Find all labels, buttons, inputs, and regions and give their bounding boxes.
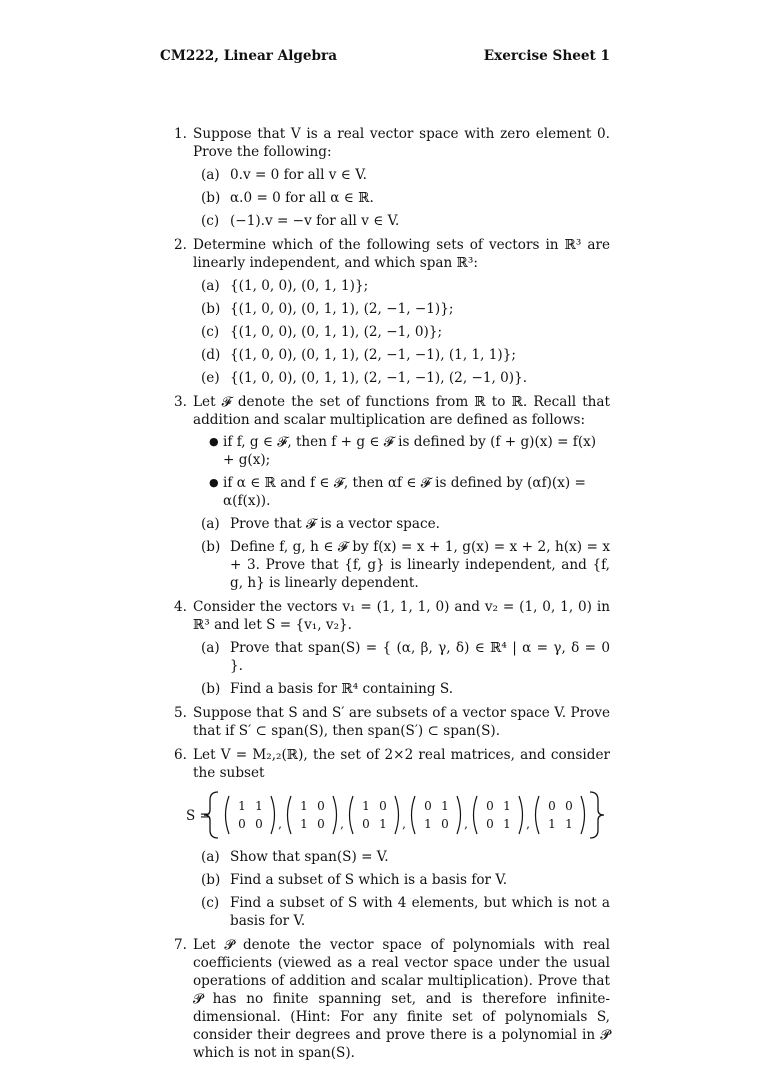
part-text: Prove that span(S) = { (α, β, γ, δ) ∈ ℝ⁴ | α = γ, δ = 0 }. [230, 640, 610, 674]
left-brace-icon [204, 792, 218, 838]
part-text: Find a subset of S with 4 elements, but which is not a basis for V. [230, 895, 610, 929]
problem-parts [193, 639, 610, 698]
matrix-entry: 1 [300, 817, 308, 831]
problem-number: 3. [174, 394, 187, 410]
part-text: Show that span(S) = V. [230, 849, 389, 865]
problem-statement: Let V = M₂,₂(ℝ), the set of 2×2 real matrices, and consider the subset [193, 747, 610, 781]
problem-part [193, 848, 610, 866]
right-paren-icon [581, 796, 585, 834]
problem-statement: Let 𝓟 denote the vector space of polynomials with real coefficients (viewed as a real vector space under the usual operations of addition and scalar multiplication). Prove that 𝓟 has no finite spanning set, and is therefore infinite-dimensional. (Hint: For any finite set of polynomials S, consider their degrees and prove there is a polynomial in 𝓟 which is not in span(S). [193, 937, 610, 1061]
right-paren-icon [457, 796, 461, 834]
matrix-set [174, 788, 610, 842]
matrix-entry: 1 [362, 799, 370, 813]
part-label: (c) [201, 213, 220, 229]
matrix-separator: , [464, 817, 468, 831]
part-text: Define f, g, h ∈ 𝓕 by f(x) = x + 1, g(x) = x + 2, h(x) = x + 3. Prove that {f, g} is linearly independent, and {f, g, h} is linearly dependent. [230, 539, 610, 591]
problem-statement: Let 𝓕 denote the set of functions from ℝ to ℝ. Recall that addition and scalar multiplication are defined as follows: [193, 394, 610, 428]
part-label: (a) [201, 278, 220, 294]
matrix-entry: 1 [238, 799, 246, 813]
problem-3 [174, 393, 610, 592]
problem-4 [174, 598, 610, 698]
part-text: α.0 = 0 for all α ∈ ℝ. [230, 190, 374, 206]
left-paren-icon [536, 796, 540, 834]
problem-part [193, 369, 610, 387]
problem-2 [174, 236, 610, 387]
matrix-entry: 1 [255, 799, 263, 813]
problem-statement: Consider the vectors v₁ = (1, 1, 1, 0) and v₂ = (1, 0, 1, 0) in ℝ³ and let S = {v₁, v₂}. [193, 599, 610, 633]
problem-part [193, 323, 610, 341]
matrix-entry: 1 [424, 817, 432, 831]
matrix-entry: 1 [548, 817, 556, 831]
bullet-text: if α ∈ ℝ and f ∈ 𝓕, then αf ∈ 𝓕 is defined by (αf)(x) = α(f(x)). [223, 475, 586, 509]
matrix-entry: 0 [362, 817, 370, 831]
problem-list [174, 125, 610, 1068]
matrix-entry: 1 [300, 799, 308, 813]
problem-part [193, 515, 610, 533]
left-paren-icon [474, 796, 478, 834]
matrix-entry: 1 [441, 799, 449, 813]
problem-part [193, 871, 610, 889]
part-label: (c) [201, 324, 220, 340]
problem-statement: Suppose that V is a real vector space with zero element 0. Prove the following: [193, 126, 610, 160]
matrix-entry: 0 [317, 799, 325, 813]
matrix-entry: 1 [503, 817, 511, 831]
matrix-entry: 0 [486, 817, 494, 831]
part-label: (b) [201, 539, 221, 555]
matrix-separator: , [278, 817, 282, 831]
part-label: (b) [201, 872, 221, 888]
part-label: (e) [201, 370, 220, 386]
set-prefix-label: S = [186, 808, 211, 824]
matrix-entry: 0 [255, 817, 263, 831]
left-paren-icon [288, 796, 292, 834]
part-label: (a) [201, 167, 220, 183]
matrix-entry: 1 [503, 799, 511, 813]
part-text: 0.v = 0 for all v ∈ V. [230, 167, 367, 183]
matrix-entry: 1 [379, 817, 387, 831]
part-text: {(1, 0, 0), (0, 1, 1), (2, −1, −1)}; [230, 301, 454, 317]
problem-parts [193, 515, 610, 592]
bullet-text: if f, g ∈ 𝓕, then f + g ∈ 𝓕 is defined by (f + g)(x) = f(x) + g(x); [223, 434, 597, 468]
course-title: CM222, Linear Algebra [160, 48, 338, 64]
bullet-dot-icon: ● [209, 476, 219, 489]
matrix-separator: , [340, 817, 344, 831]
part-label: (b) [201, 301, 221, 317]
problem-part [193, 680, 610, 698]
problem-part [193, 538, 610, 592]
matrix-entry: 0 [565, 799, 573, 813]
matrix-entry: 0 [548, 799, 556, 813]
part-text: (−1).v = −v for all v ∈ V. [230, 213, 400, 229]
bullet-item [193, 474, 610, 510]
part-label: (b) [201, 681, 221, 697]
part-label: (b) [201, 190, 221, 206]
matrix-separator: , [526, 817, 530, 831]
right-paren-icon [333, 796, 337, 834]
problem-number: 5. [174, 705, 187, 721]
problem-6 [174, 746, 610, 930]
part-text: {(1, 0, 0), (0, 1, 1), (2, −1, 0)}; [230, 324, 443, 340]
part-label: (a) [201, 849, 220, 865]
problem-part [193, 166, 610, 184]
part-text: {(1, 0, 0), (0, 1, 1), (2, −1, −1), (1, 1, 1)}; [230, 347, 516, 363]
part-text: {(1, 0, 0), (0, 1, 1)}; [230, 278, 369, 294]
part-text: Find a subset of S which is a basis for V. [230, 872, 508, 888]
right-paren-icon [395, 796, 399, 834]
problem-part [193, 639, 610, 675]
problem-parts [193, 166, 610, 230]
right-paren-icon [519, 796, 523, 834]
problem-statement: Determine which of the following sets of vectors in ℝ³ are linearly independent, and which span ℝ³: [193, 237, 610, 271]
part-label: (a) [201, 516, 220, 532]
right-paren-icon [271, 796, 275, 834]
matrix-entry: 0 [238, 817, 246, 831]
problem-number: 2. [174, 237, 187, 253]
page-header [160, 48, 610, 68]
part-label: (a) [201, 640, 220, 656]
problem-number: 4. [174, 599, 187, 615]
part-text: Prove that 𝓕 is a vector space. [230, 516, 440, 532]
problem-part [193, 300, 610, 318]
matrix-set-svg [174, 788, 624, 842]
problem-part [193, 277, 610, 295]
problem-parts [193, 277, 610, 387]
bullet-item [193, 433, 610, 469]
part-text: Find a basis for ℝ⁴ containing S. [230, 681, 454, 697]
matrix-separator: , [402, 817, 406, 831]
problem-7 [174, 936, 610, 1062]
problem-part [193, 346, 610, 364]
matrix-entry: 0 [379, 799, 387, 813]
left-paren-icon [226, 796, 230, 834]
left-paren-icon [412, 796, 416, 834]
matrix-entry: 1 [565, 817, 573, 831]
matrix-entry: 0 [486, 799, 494, 813]
problem-number: 1. [174, 126, 187, 142]
sheet-title: Exercise Sheet 1 [483, 48, 610, 64]
matrix-entry: 0 [441, 817, 449, 831]
problem-statement: Suppose that S and S′ are subsets of a vector space V. Prove that if S′ ⊂ span(S), then span(S′) ⊂ span(S). [193, 705, 610, 739]
left-paren-icon [350, 796, 354, 834]
definition-bullets [193, 433, 610, 510]
problem-5 [174, 704, 610, 740]
problem-number: 7. [174, 937, 187, 953]
part-label: (c) [201, 895, 220, 911]
problem-parts [193, 848, 610, 930]
matrix-entry: 0 [317, 817, 325, 831]
part-label: (d) [201, 347, 221, 363]
bullet-dot-icon: ● [209, 435, 219, 448]
problem-part [193, 212, 610, 230]
part-text: {(1, 0, 0), (0, 1, 1), (2, −1, −1), (2, −1, 0)}. [230, 370, 528, 386]
problem-number: 6. [174, 747, 187, 763]
right-brace-icon [590, 792, 604, 838]
problem-1 [174, 125, 610, 230]
problem-part [193, 894, 610, 930]
matrix-entry: 0 [424, 799, 432, 813]
problem-part [193, 189, 610, 207]
